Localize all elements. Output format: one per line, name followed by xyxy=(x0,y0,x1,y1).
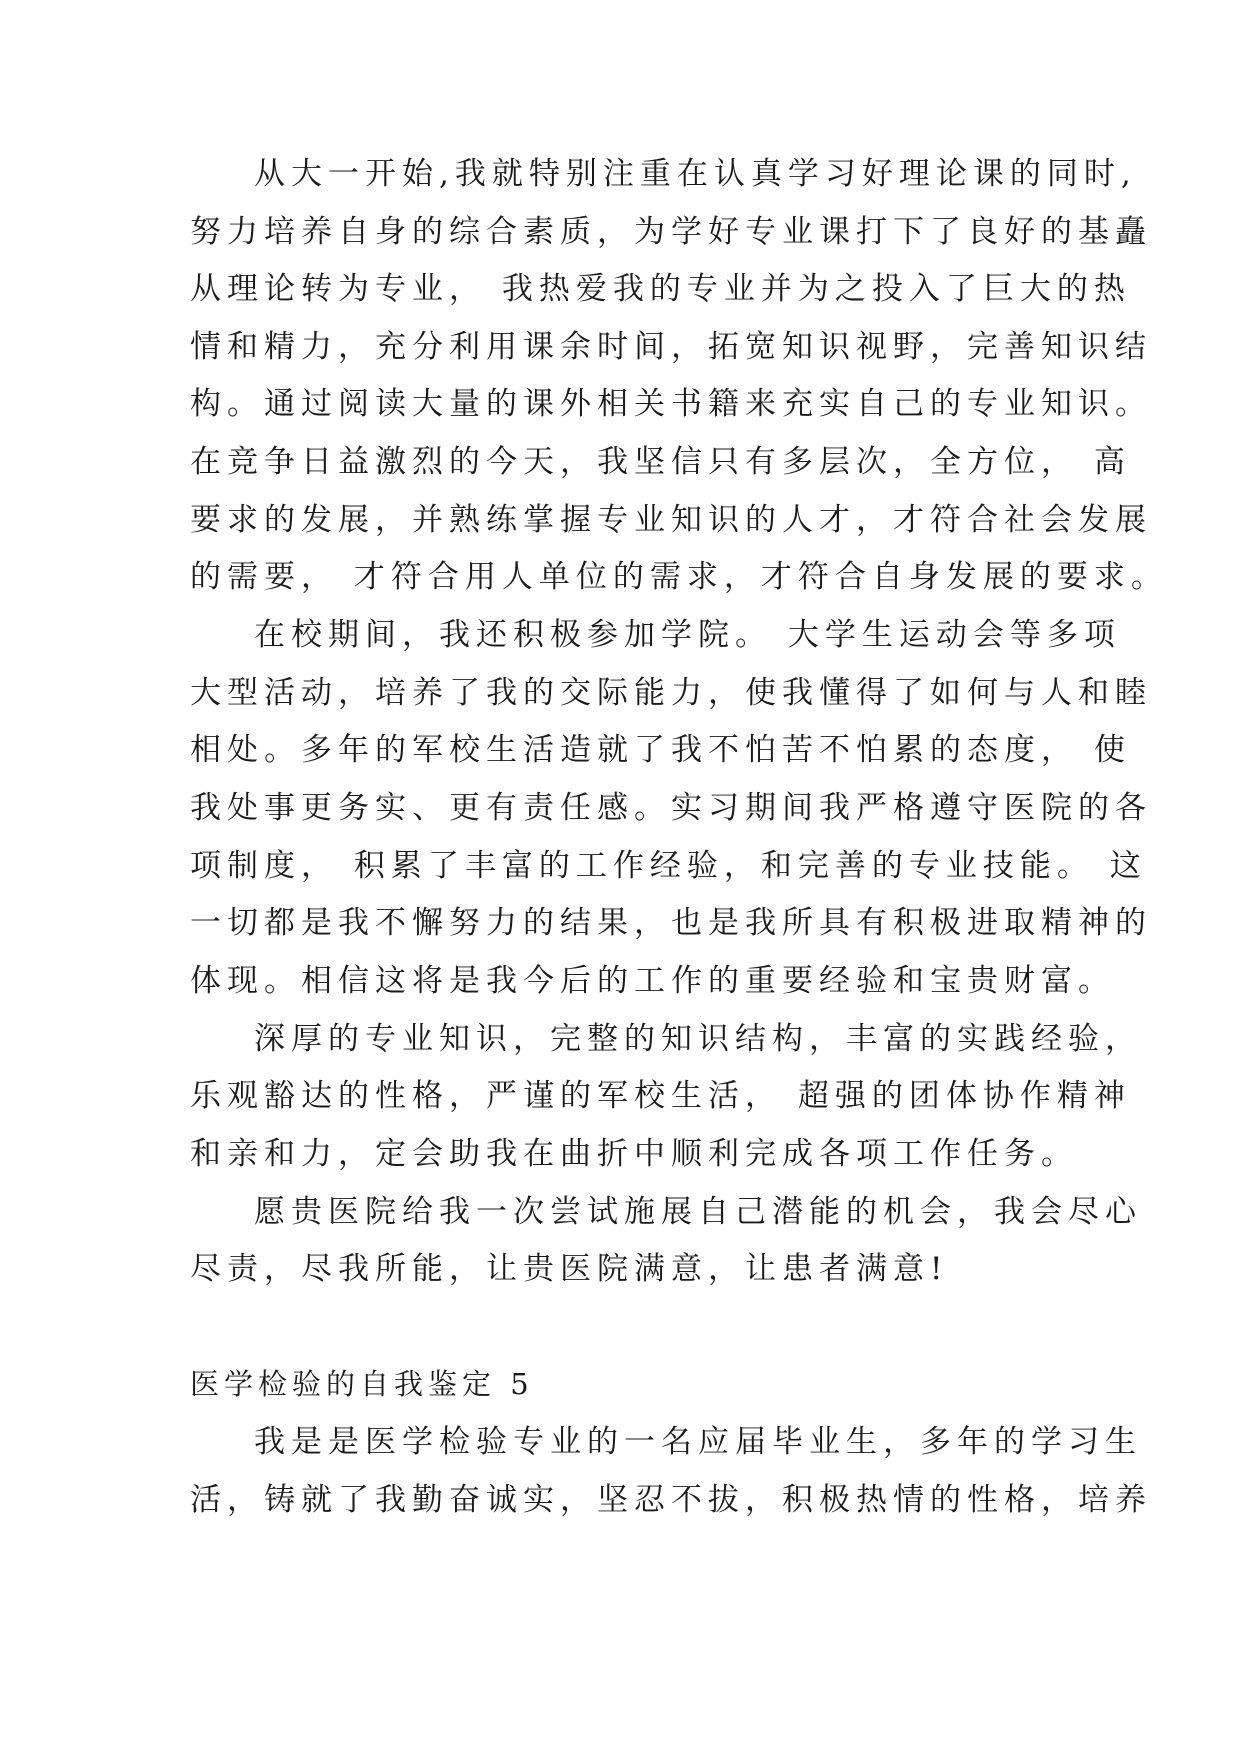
paragraph-2-line-6: 一切都是我不懈努力的结果，也是我所具有积极进取精神的 xyxy=(190,905,1152,941)
paragraph-2-line-3: 相处。多年的军校生活造就了我不怕苦不怕累的态度， 使 xyxy=(190,732,1131,768)
paragraph-3-line-2: 乐观豁达的性格，严谨的军校生活， 超强的团体协作精神 xyxy=(190,1078,1131,1114)
paragraph-4-line-2: 尽责，尽我所能，让贵医院满意，让患者满意! xyxy=(190,1251,949,1287)
paragraph-1-line-1: 从大一开始,我就特别注重在认真学习好理论课的同时, xyxy=(254,156,1137,192)
section-paragraph-line-1: 我是是医学检验专业的一名应届毕业生，多年的学习生 xyxy=(254,1424,1142,1460)
paragraph-1-line-4: 情和精力，充分利用课余时间，拓宽知识视野，完善知识结 xyxy=(190,329,1152,365)
paragraph-3-line-3: 和亲和力，定会助我在曲折中顺利完成各项工作任务。 xyxy=(190,1136,1078,1172)
paragraph-1-line-2: 努力培养自身的综合素质，为学好专业课打下了良好的基矗 xyxy=(190,214,1152,250)
paragraph-2-line-5: 项制度， 积累了丰富的工作经验，和完善的专业技能。 这 xyxy=(190,848,1147,884)
paragraph-1-line-5: 构。通过阅读大量的课外相关书籍来充实自己的专业知识。 xyxy=(190,386,1152,422)
paragraph-4-line-1: 愿贵医院给我一次尝试施展自己潜能的机会，我会尽心 xyxy=(254,1194,1142,1230)
paragraph-1-line-8: 的需要， 才符合用人单位的需求，才符合自身发展的要求。 xyxy=(190,559,1168,595)
paragraph-1-line-3: 从理论转为专业， 我热爱我的专业并为之投入了巨大的热 xyxy=(190,271,1131,307)
paragraph-2-line-2: 大型活动，培养了我的交际能力，使我懂得了如何与人和睦 xyxy=(190,675,1152,711)
section-heading: 医学检验的自我鉴定 5 xyxy=(190,1367,534,1401)
paragraph-2-line-4: 我处事更务实、更有责任感。实习期间我严格遵守医院的各 xyxy=(190,790,1152,826)
paragraph-1-line-7: 要求的发展，并熟练掌握专业知识的人才，才符合社会发展 xyxy=(190,502,1152,538)
paragraph-2-line-1: 在校期间，我还积极参加学院。 大学生运动会等多项 xyxy=(254,617,1121,653)
paragraph-3-line-1: 深厚的专业知识，完整的知识结构，丰富的实践经验， xyxy=(254,1021,1142,1057)
paragraph-1-line-6: 在竞争日益激烈的今天，我坚信只有多层次，全方位， 高 xyxy=(190,444,1131,480)
section-paragraph-line-2: 活，铸就了我勤奋诚实，坚忍不拔，积极热情的性格，培养 xyxy=(190,1482,1152,1518)
paragraph-2-line-7: 体现。相信这将是我今后的工作的重要经验和宝贵财富。 xyxy=(190,963,1115,999)
